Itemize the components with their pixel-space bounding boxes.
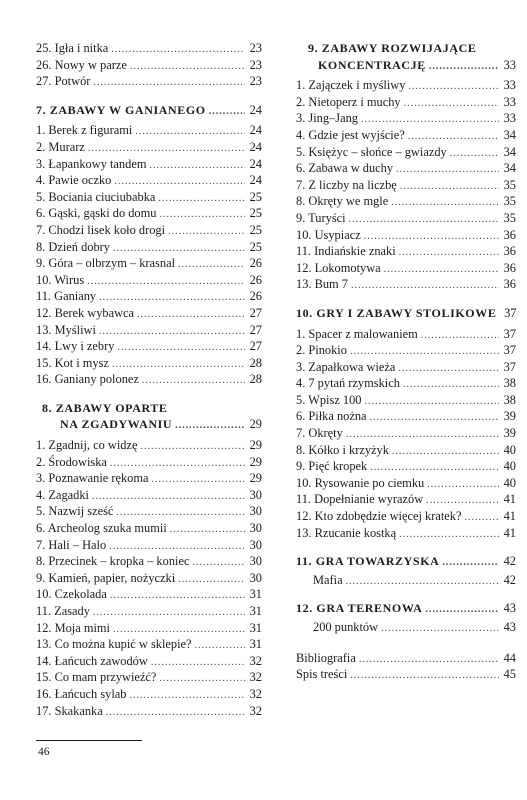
toc-entry (296, 276, 516, 293)
entry-page: 24 (249, 173, 262, 188)
entry-title: 2. Murarz (36, 139, 85, 154)
toc-section-11-items (296, 572, 516, 589)
toc-section-11 (296, 553, 516, 570)
dot-leader (399, 245, 499, 262)
toc-entry (36, 570, 262, 587)
entry-page: 24 (249, 123, 262, 138)
entry-title: 1. Zgadnij, co widzę (36, 438, 138, 453)
dot-leader (93, 605, 245, 622)
toc-entry (36, 371, 262, 388)
toc-entry (296, 342, 516, 359)
entry-page: 35 (503, 177, 516, 192)
entry-title: 8. Przecinek – kropka – koniec (36, 554, 190, 569)
dot-leader (175, 418, 245, 435)
dot-leader (370, 410, 499, 427)
entry-page: 32 (249, 703, 262, 718)
dot-leader (427, 477, 499, 494)
dot-leader (403, 377, 499, 394)
entry-page: 39 (503, 426, 516, 441)
toc-entry (296, 508, 516, 525)
dot-leader (135, 124, 245, 141)
section-page: 43 (503, 601, 516, 616)
entry-title: 4. Zagadki (36, 487, 89, 502)
entry-title: 5. Księżyc – słońce – gwiazdy (296, 144, 447, 159)
entry-page: 30 (249, 487, 262, 502)
section-page: 29 (249, 417, 262, 432)
dot-leader (192, 555, 245, 572)
entry-title: 13. Bum 7 (296, 277, 348, 292)
entry-title: 15. Kot i mysz (36, 355, 109, 370)
toc-section-7 (36, 102, 262, 119)
entry-title: 9. Turyści (296, 210, 346, 225)
toc-entry (36, 139, 262, 156)
toc-entry (36, 454, 262, 471)
entry-title: 7. Okręty (296, 426, 343, 441)
dot-leader (349, 212, 499, 229)
entry-title: 7. Hali – Halo (36, 537, 107, 552)
dot-leader (141, 439, 245, 456)
entry-page: 24 (249, 139, 262, 154)
toc-entry (296, 475, 516, 492)
entry-title: 6. Zabawa w duchy (296, 161, 394, 176)
toc-section-9 (296, 40, 516, 73)
entry-title: 27. Potwór (36, 74, 91, 89)
entry-title: 12. Berek wybawca (36, 305, 135, 320)
dot-leader (178, 572, 245, 589)
entry-page: 37 (503, 359, 516, 374)
toc-entry (296, 210, 516, 227)
section-title: 10. GRY I ZABAWY STOLIKOWE (296, 305, 497, 320)
entry-page: 29 (249, 454, 262, 469)
entry-title: 10. Rysowanie po ciemku (296, 475, 425, 490)
entry-title: 2. Środowiska (36, 454, 107, 469)
toc-entry (296, 227, 516, 244)
dot-leader (398, 361, 499, 378)
entry-page: 31 (249, 620, 262, 635)
entry-title: Spis treści (296, 667, 348, 682)
toc-entry (296, 177, 516, 194)
toc-entry (296, 458, 516, 475)
dot-leader (346, 574, 499, 591)
toc-entry (36, 437, 262, 454)
toc-entry (296, 94, 516, 111)
entry-page: 35 (503, 210, 516, 225)
toc-entry (36, 703, 262, 720)
entry-title: 26. Nowy w parze (36, 57, 127, 72)
entry-page: 38 (503, 376, 516, 391)
dot-leader (149, 158, 245, 175)
toc-entry (36, 288, 262, 305)
toc-entry (296, 193, 516, 210)
entry-title: 11. Ganiany (36, 289, 97, 304)
toc-entry (36, 222, 262, 239)
toc-entry (36, 156, 262, 173)
entry-page: 28 (249, 372, 262, 387)
entry-page: 32 (249, 686, 262, 701)
toc-entry (36, 205, 262, 222)
entry-title: 4. Gdzie jest wyjście? (296, 127, 405, 142)
dot-leader (408, 79, 499, 96)
toc-entry (36, 40, 262, 57)
entry-page: 29 (249, 438, 262, 453)
entry-page: 27 (249, 305, 262, 320)
toc-entry (296, 392, 516, 409)
entry-title: 5. Wpisz 100 (296, 392, 362, 407)
entry-page: 36 (503, 260, 516, 275)
entry-title: 12. Lokomotywa (296, 260, 381, 275)
entry-page: 33 (503, 111, 516, 126)
dot-leader (130, 59, 245, 76)
entry-page: 35 (503, 194, 516, 209)
dot-leader (399, 527, 499, 544)
toc-entry (36, 603, 262, 620)
toc-section-8 (36, 400, 262, 433)
entry-page: 23 (249, 41, 262, 55)
dot-leader (365, 394, 499, 411)
dot-leader (429, 59, 499, 76)
section-title-line-1: 9. ZABAWY ROZWIJAJĄCE (308, 41, 477, 55)
toc-entry (36, 470, 262, 487)
toc-left-column (36, 40, 262, 719)
dot-leader (111, 42, 245, 59)
toc-section-7-items (36, 122, 262, 388)
entry-title: 11. Dopełnianie wyrazów (296, 492, 424, 507)
entry-page: 31 (249, 637, 262, 652)
dot-leader (195, 638, 245, 655)
dot-leader (209, 104, 245, 121)
toc-entry (296, 408, 516, 425)
dot-leader (110, 588, 245, 605)
dot-leader (464, 510, 499, 527)
toc-entry (36, 338, 262, 355)
toc-entry (296, 666, 516, 683)
entry-title: Mafia (313, 572, 343, 587)
entry-title: 13. Myśliwi (36, 322, 96, 337)
entry-page: 36 (503, 277, 516, 292)
entry-page: 43 (503, 620, 516, 634)
dot-leader (396, 162, 499, 179)
toc-entry (36, 586, 262, 603)
section-title-line-2-row (36, 416, 262, 433)
toc-section-12-items (296, 619, 516, 636)
toc-entry (36, 653, 262, 670)
entry-title: Bibliografia (296, 650, 356, 665)
toc-entry (296, 572, 516, 589)
entry-page: 27 (249, 339, 262, 354)
entry-title: 16. Łańcuch sylab (36, 686, 127, 701)
entry-page: 25 (249, 189, 262, 204)
toc-entry (296, 619, 516, 636)
entry-page: 36 (503, 244, 516, 259)
entry-page: 27 (249, 322, 262, 337)
entry-page: 40 (503, 459, 516, 474)
entry-title: 14. Łańcuch zawodów (36, 653, 148, 668)
dot-leader (359, 652, 499, 669)
entry-title: 6. Gąski, gąski do domu (36, 206, 157, 221)
dot-leader (152, 472, 245, 489)
entry-title: 1. Zajączek i myśliwy (296, 78, 406, 93)
entry-page: 26 (249, 256, 262, 271)
entry-title: 4. 7 pytań rzymskich (296, 376, 400, 391)
entry-title: 8. Okręty we mgle (296, 194, 389, 209)
entry-page: 26 (249, 289, 262, 304)
entry-title: 12. Kto zdobędzie więcej kratek? (296, 509, 462, 524)
toc-entry (296, 525, 516, 542)
section-title-line-1: 8. ZABAWY OPARTE (42, 400, 168, 415)
entry-page: 37 (503, 326, 516, 341)
toc-end-items (296, 650, 516, 683)
dot-leader (137, 307, 245, 324)
dot-leader (159, 207, 245, 224)
dot-leader (158, 191, 245, 208)
toc-section-10 (296, 305, 516, 322)
entry-page: 37 (503, 343, 516, 358)
dot-leader (392, 444, 499, 461)
section-title-line-2: NA ZGADYWANIU (60, 417, 173, 432)
toc-entry (36, 305, 262, 322)
entry-title: 200 punktów (313, 620, 379, 634)
entry-page: 41 (503, 492, 516, 507)
entry-title: 10. Usypiacz (296, 227, 361, 242)
toc-entry (296, 359, 516, 376)
dot-leader (99, 324, 245, 341)
dot-leader (384, 262, 499, 279)
entry-title: 5. Bociania ciuciubabka (36, 189, 156, 204)
toc-section-12 (296, 600, 516, 617)
entry-title: 7. Z liczby na liczbę (296, 177, 397, 192)
entry-page: 30 (249, 554, 262, 569)
entry-page: 30 (249, 537, 262, 552)
toc-entry (36, 172, 262, 189)
section-title: 11. GRA TOWARZYSKA (296, 554, 440, 569)
entry-title: 5. Nazwij sześć (36, 504, 114, 519)
footer-rule (36, 740, 142, 741)
toc-entry (36, 355, 262, 372)
section-title: 7. ZABAWY W GANIANEGO (36, 102, 206, 117)
entry-page: 40 (503, 442, 516, 457)
toc-entry (296, 144, 516, 161)
entry-title: 25. Igła i nitka (36, 41, 109, 55)
section-title-line-2-row (296, 57, 516, 74)
entry-title: 16. Ganiany polonez (36, 372, 139, 387)
entry-page: 26 (249, 272, 262, 287)
entry-page: 45 (503, 667, 516, 682)
dot-leader (87, 274, 245, 291)
dot-leader (130, 688, 246, 705)
toc-entry (36, 686, 262, 703)
entry-title: 8. Kółko i krzyżyk (296, 442, 389, 457)
toc-entry (36, 503, 262, 520)
toc-entry (36, 620, 262, 637)
entry-title: 1. Berek z figurami (36, 123, 133, 138)
dot-leader (93, 75, 245, 92)
section-page: 37 (504, 305, 517, 320)
toc-entry (296, 375, 516, 392)
entry-page: 32 (249, 670, 262, 685)
dot-leader (421, 328, 499, 345)
toc-entry (36, 322, 262, 339)
toc-entry (296, 127, 516, 144)
entry-page: 25 (249, 206, 262, 221)
toc-section-9-items (296, 77, 516, 293)
toc-entry (36, 537, 262, 554)
section-page: 33 (503, 57, 516, 72)
toc-entry (36, 122, 262, 139)
toc-entry (296, 425, 516, 442)
dot-leader (350, 668, 499, 685)
toc-entry (36, 669, 262, 686)
toc-right-column (296, 40, 516, 683)
toc-entry (36, 272, 262, 289)
entry-title: 9. Kamień, papier, nożyczki (36, 570, 176, 585)
dot-leader (178, 257, 245, 274)
toc-entry (36, 189, 262, 206)
toc-entry (36, 57, 262, 74)
section-title: 12. GRA TERENOWA (296, 601, 423, 616)
entry-title: 3. Jing–Jang (296, 111, 358, 126)
entry-title: 2. Nietoperz i muchy (296, 94, 401, 109)
dot-leader (170, 522, 245, 539)
entry-page: 23 (249, 57, 262, 72)
toc-entry (36, 520, 262, 537)
entry-page: 25 (249, 239, 262, 254)
entry-title: 11. Zasady (36, 604, 90, 618)
entry-page: 34 (503, 144, 516, 159)
dot-leader (450, 146, 499, 163)
entry-title: 4. Pawie oczko (36, 173, 112, 188)
entry-title: 13. Co można kupić w sklepie? (36, 637, 192, 652)
toc-entry (296, 110, 516, 127)
section-page: 42 (503, 554, 516, 569)
toc-entry (296, 491, 516, 508)
entry-title: 15. Co mam przywieźć? (36, 670, 157, 685)
section-page: 24 (249, 102, 262, 117)
entry-page: 24 (249, 156, 262, 171)
entry-page: 41 (503, 509, 516, 524)
entry-page: 34 (503, 161, 516, 176)
entry-page: 34 (503, 127, 516, 142)
entry-page: 29 (249, 471, 262, 486)
toc-entry (296, 243, 516, 260)
dot-leader (151, 655, 245, 672)
dot-leader (381, 621, 499, 638)
entry-title: 14. Lwy i zebry (36, 339, 115, 354)
toc-entry (36, 487, 262, 504)
toc-entry (36, 553, 262, 570)
dot-leader (92, 489, 245, 506)
entry-title: 6. Archeolog szuka mumii (36, 521, 167, 536)
entry-title: 10. Czekolada (36, 587, 107, 602)
dot-leader (351, 278, 499, 295)
entry-title: 17. Skakanka (36, 703, 103, 718)
entry-title: 9. Pięć kropek (296, 459, 368, 474)
toc-entry (296, 442, 516, 459)
dot-leader (425, 602, 499, 619)
entry-title: 12. Moja mimi (36, 620, 110, 635)
entry-page: 40 (503, 475, 516, 490)
page-number: 46 (38, 746, 50, 758)
dot-leader (442, 555, 499, 572)
entry-page: 36 (503, 227, 516, 242)
entry-page: 33 (503, 94, 516, 109)
toc-entry (36, 255, 262, 272)
entry-title: 3. Łapankowy tandem (36, 156, 147, 171)
entry-title: 1. Spacer z malowaniem (296, 326, 418, 341)
toc-entry (36, 239, 262, 256)
dot-leader (142, 373, 245, 390)
entry-page: 30 (249, 504, 262, 519)
entry-page: 25 (249, 222, 262, 237)
section-title-line-2: KONCENTRACJĘ (318, 57, 426, 72)
entry-page: 32 (249, 653, 262, 668)
entry-title: 10. Wirus (36, 272, 85, 287)
entry-page: 28 (249, 355, 262, 370)
entry-page: 41 (503, 525, 516, 540)
dot-leader (159, 671, 245, 688)
toc-section-10-items (296, 326, 516, 542)
entry-page: 31 (249, 587, 262, 602)
entry-page: 42 (503, 572, 516, 587)
entry-title: 6. Piłka nożna (296, 409, 367, 424)
dot-leader (168, 224, 245, 241)
entry-title: 3. Zapałkowa wieża (296, 359, 396, 374)
entry-title: 11. Indiańskie znaki (296, 244, 396, 259)
toc-entry (296, 260, 516, 277)
entry-page: 30 (249, 521, 262, 536)
toc-entry (296, 326, 516, 343)
entry-page: 38 (503, 392, 516, 407)
dot-leader (404, 96, 499, 113)
toc-entry (296, 77, 516, 94)
toc-entry (36, 636, 262, 653)
entry-title: 3. Poznawanie rękoma (36, 471, 149, 486)
dot-leader (106, 705, 245, 722)
toc-entry (296, 650, 516, 667)
dot-leader (400, 179, 499, 196)
entry-title: 13. Rzucanie kostką (296, 525, 397, 540)
toc-entry (296, 160, 516, 177)
entry-page: 33 (503, 78, 516, 93)
entry-page: 23 (249, 74, 262, 89)
dot-leader (117, 340, 245, 357)
dot-leader (391, 195, 499, 212)
entry-title: 9. Góra – olbrzym – krasnal (36, 256, 176, 271)
entry-page: 30 (249, 570, 262, 585)
entry-page: 44 (503, 650, 516, 665)
entry-page: 39 (503, 409, 516, 424)
toc-section-8-items (36, 437, 262, 719)
entry-title: 2. Pinokio (296, 343, 347, 358)
entry-page: 31 (249, 604, 262, 618)
toc-entry (36, 73, 262, 90)
toc-group-previous-items (36, 40, 262, 90)
entry-title: 7. Chodzi lisek koło drogi (36, 222, 166, 237)
entry-title: 8. Dzień dobry (36, 239, 110, 254)
